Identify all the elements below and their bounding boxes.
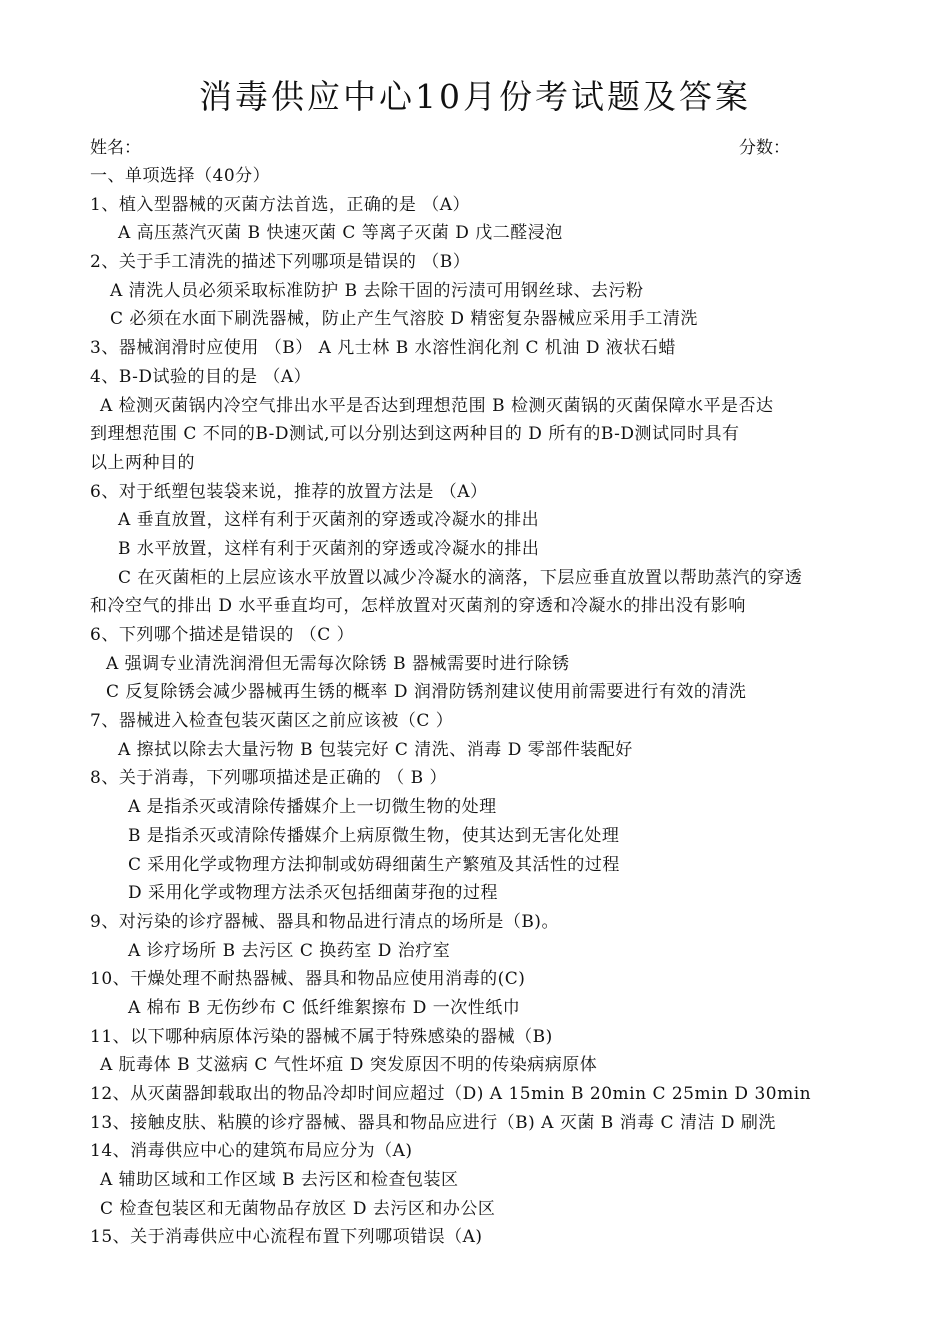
- question-list: [90, 162, 880, 1252]
- text-line: 3、器械润滑时应使用 （B） A 凡士林 B 水溶性润化剂 C 机油 D 液状石蜡: [90, 338, 676, 359]
- text-line: 9、对污染的诊疗器械、器具和物品进行清点的场所是（B)。: [90, 911, 559, 932]
- text-line: 7、器械进入检查包装灭菌区之前应该被（C ）: [90, 711, 454, 732]
- text-line: 4、B-D试验的目的是 （A）: [90, 366, 312, 387]
- text-line: A 朊毒体 B 艾滋病 C 气性坏疽 D 突发原因不明的传染病病原体: [100, 1055, 598, 1076]
- text-line: A 诊疗场所 B 去污区 C 换药室 D 治疗室: [128, 940, 451, 961]
- page-title: 消毒供应中心10月份考试题及答案: [199, 77, 751, 116]
- text-line: 以上两种目的: [90, 452, 195, 473]
- text-line: B 水平放置，这样有利于灭菌剂的穿透或冷凝水的排出: [118, 538, 540, 559]
- name-label: 姓名：: [90, 138, 141, 158]
- text-line: A 辅助区域和工作区域 B 去污区和检查包装区: [100, 1170, 459, 1191]
- text-line: 到理想范围 C 不同的B-D测试,可以分别达到这两种目的 D 所有的B-D测试同时具有: [90, 424, 740, 445]
- text-line: 1、植入型器械的灭菌方法首选，正确的是 （A）: [90, 194, 470, 215]
- text-line: 13、接触皮肤、粘膜的诊疗器械、器具和物品应进行（B) A 灭菌 B 消毒 C 清洁 D 刷洗: [90, 1112, 776, 1133]
- exam-header: [90, 134, 790, 162]
- text-line: A 检测灭菌锅内冷空气排出水平是否达到理想范围 B 检测灭菌锅的灭菌保障水平是否达: [100, 395, 774, 416]
- text-line: A 强调专业清洗润滑但无需每次除锈 B 器械需要时进行除锈: [106, 653, 570, 674]
- text-line: A 清洗人员必须采取标准防护 B 去除干固的污渍可用钢丝球、去污粉: [110, 280, 644, 301]
- text-line: 12、从灭菌器卸载取出的物品冷却时间应超过（D) A 15min B 20min C 25min D 30min: [90, 1084, 812, 1104]
- score-label: 分数：: [739, 138, 790, 158]
- text-line: 2、关于手工清洗的描述下列哪项是错误的 （B）: [90, 252, 471, 273]
- text-line: A 棉布 B 无伤纱布 C 低纤维絮擦布 D 一次性纸巾: [128, 997, 521, 1018]
- text-line: 10、干燥处理不耐热器械、器具和物品应使用消毒的(C): [90, 969, 526, 990]
- text-line: 15、关于消毒供应中心流程布置下列哪项错误（A): [90, 1227, 483, 1248]
- text-line: 6、对于纸塑包装袋来说，推荐的放置方法是 （A）: [90, 481, 488, 502]
- text-line: B 是指杀灭或清除传播媒介上病原微生物，使其达到无害化处理: [128, 825, 620, 846]
- text-line: C 反复除锈会减少器械再生锈的概率 D 润滑防锈剂建议使用前需要进行有效的清洗: [106, 682, 747, 703]
- text-line: 8、关于消毒，下列哪项描述是正确的 （ B ）: [90, 768, 448, 789]
- text-line: 14、消毒供应中心的建筑布局应分为（A): [90, 1141, 413, 1162]
- text-line: A 是指杀灭或清除传播媒介上一切微生物的处理: [128, 797, 497, 818]
- text-line: C 检查包装区和无菌物品存放区 D 去污区和办公区: [100, 1198, 496, 1219]
- text-line: A 高压蒸汽灭菌 B 快速灭菌 C 等离子灭菌 D 戊二醛浸泡: [118, 223, 563, 244]
- text-line: 一、单项选择（40分）: [90, 166, 271, 186]
- text-line: C 必须在水面下刷洗器械，防止产生气溶胶 D 精密复杂器械应采用手工清洗: [110, 309, 698, 330]
- text-line: A 垂直放置，这样有利于灭菌剂的穿透或冷凝水的排出: [118, 510, 540, 531]
- text-line: 6、下列哪个描述是错误的 （C ）: [90, 625, 355, 645]
- text-line: A 擦拭以除去大量污物 B 包装完好 C 清洗、消毒 D 零部件装配好: [118, 739, 633, 760]
- text-line: C 采用化学或物理方法抑制或妨碍细菌生产繁殖及其活性的过程: [128, 854, 620, 875]
- text-line: 11、以下哪种病原体污染的器械不属于特殊感染的器械（B): [90, 1026, 553, 1047]
- text-line: 和冷空气的排出 D 水平垂直均可，怎样放置对灭菌剂的穿透和冷凝水的排出没有影响: [90, 596, 746, 617]
- text-line: C 在灭菌柜的上层应该水平放置以减少冷凝水的滴落，下层应垂直放置以帮助蒸汽的穿透: [118, 567, 803, 588]
- text-line: D 采用化学或物理方法杀灭包括细菌芽孢的过程: [128, 883, 499, 904]
